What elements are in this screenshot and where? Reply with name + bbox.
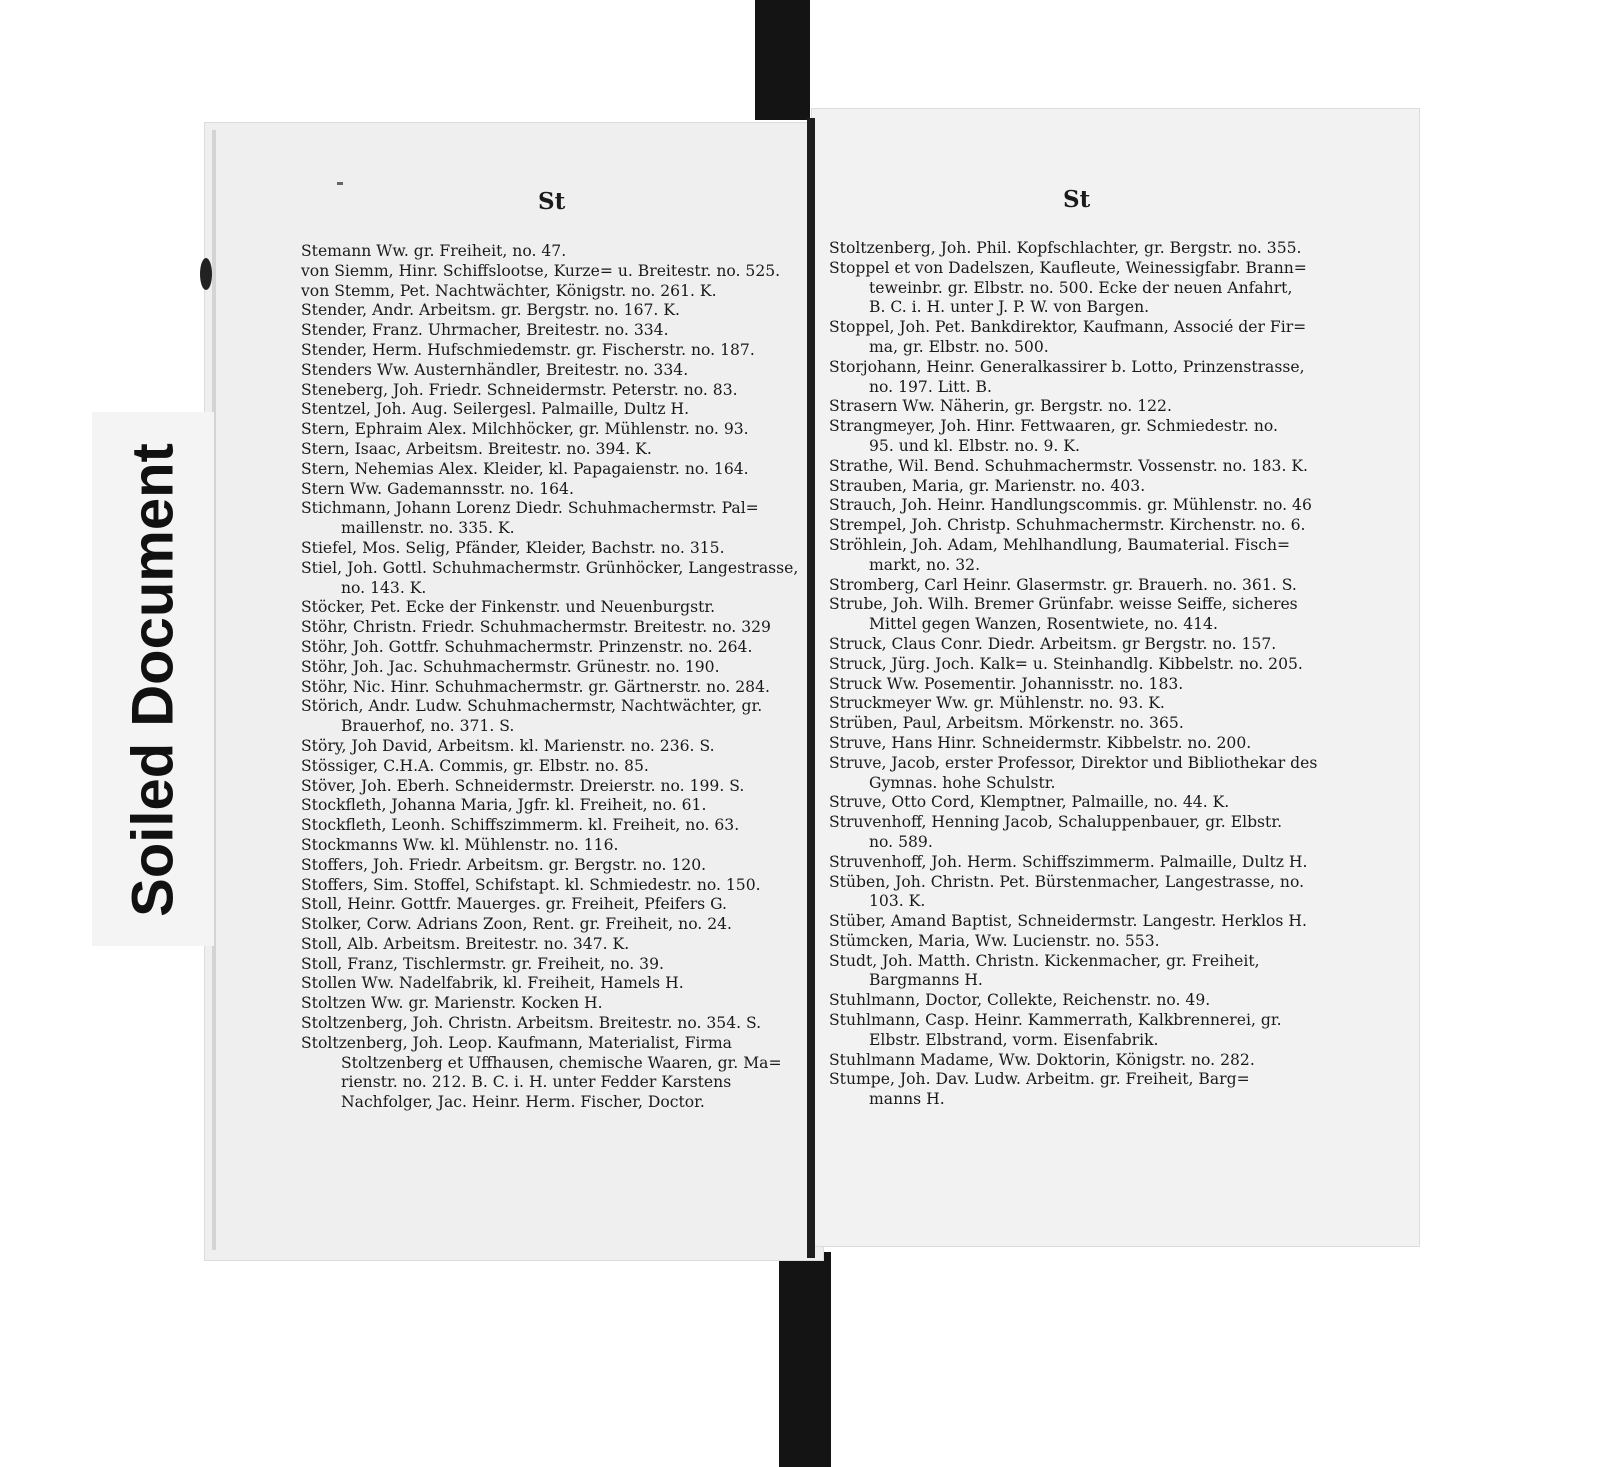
directory-entry-line: Stern, Ephraim Alex. Milchhöcker, gr. Mühlenstr. no. 93. — [301, 420, 749, 439]
directory-entry-line: markt, no. 32. — [869, 555, 981, 574]
directory-entry-line: Stichmann, Johann Lorenz Diedr. Schuhmachermstr. Pal= — [301, 499, 759, 518]
directory-entry-line: Stender, Franz. Uhrmacher, Breitestr. no. 334. — [301, 321, 669, 340]
directory-entry-line: Stockfleth, Leonh. Schiffszimmerm. kl. Freiheit, no. 63. — [301, 816, 740, 835]
directory-entry-line: Stender, Herm. Hufschmiedemstr. gr. Fischerstr. no. 187. — [301, 340, 755, 359]
directory-entry-line: Strauch, Joh. Heinr. Handlungscommis. gr. Mühlenstr. no. 46 — [829, 496, 1312, 515]
directory-entry-line: Stumpe, Joh. Dav. Ludw. Arbeitm. gr. Freiheit, Barg= — [829, 1070, 1250, 1089]
book-gutter — [807, 118, 815, 1258]
directory-entry-line: no. 197. Litt. B. — [869, 377, 992, 396]
directory-entry-line: Stöcker, Pet. Ecke der Finkenstr. und Neuenburgstr. — [301, 598, 716, 617]
directory-entry-line: Ströhlein, Joh. Adam, Mehlhandlung, Baumaterial. Fisch= — [829, 535, 1291, 554]
directory-entry-line: Strathe, Wil. Bend. Schuhmachermstr. Vossenstr. no. 183. K. — [829, 456, 1308, 475]
directory-entry-line: Steneberg, Joh. Friedr. Schneidermstr. Peterstr. no. 83. — [301, 380, 738, 399]
directory-entry-line: Stollen Ww. Nadelfabrik, kl. Freiheit, Hamels H. — [301, 974, 684, 993]
directory-entry-line: Stoltzenberg, Joh. Leop. Kaufmann, Materialist, Firma — [301, 1033, 732, 1052]
directory-entry-line: Stoltzen Ww. gr. Marienstr. Kocken H. — [301, 994, 603, 1013]
directory-entry-line: Strempel, Joh. Christp. Schuhmachermstr. Kirchenstr. no. 6. — [829, 516, 1306, 535]
directory-entry-line: Stoltzenberg, Joh. Christn. Arbeitsm. Breitestr. no. 354. S. — [301, 1014, 762, 1033]
directory-entry-line: Strasern Ww. Näherin, gr. Bergstr. no. 122. — [829, 397, 1172, 416]
directory-entry-line: 103. K. — [869, 892, 926, 911]
directory-entry-line: Stiel, Joh. Gottl. Schuhmachermstr. Grünhöcker, Langestrasse, — [301, 558, 799, 577]
directory-entry-line: Stöhr, Christn. Friedr. Schuhmachermstr. Breitestr. no. 329 — [301, 618, 771, 637]
directory-entry-line: Gymnas. hohe Schulstr. — [869, 773, 1056, 792]
directory-entry-line: Stümcken, Maria, Ww. Lucienstr. no. 553. — [829, 931, 1160, 950]
directory-entry-line: Struve, Otto Cord, Klemptner, Palmaille, no. 44. K. — [829, 793, 1230, 812]
directory-entry-line: Stromberg, Carl Heinr. Glasermstr. gr. Brauerh. no. 361. S. — [829, 575, 1297, 594]
directory-entry-line: teweinbr. gr. Elbstr. no. 500. Ecke der neuen Anfahrt, — [869, 278, 1293, 297]
directory-entry-line: Stoltzenberg et Uffhausen, chemische Waaren, gr. Ma= — [341, 1053, 782, 1072]
directory-entry-line: Stöhr, Joh. Jac. Schuhmachermstr. Grünestr. no. 190. — [301, 657, 720, 676]
directory-entry-line: Störich, Andr. Ludw. Schuhmachermstr, Nachtwächter, gr. — [301, 697, 763, 716]
directory-entry-line: Elbstr. Elbstrand, vorm. Eisenfabrik. — [869, 1030, 1159, 1049]
directory-entry-line: Stern Ww. Gademannsstr. no. 164. — [301, 479, 574, 498]
left-page-heading: St — [538, 188, 566, 215]
directory-entry-line: Studt, Joh. Matth. Christn. Kickenmacher, gr. Freiheit, — [829, 951, 1260, 970]
directory-entry-line: Stoffers, Joh. Friedr. Arbeitsm. gr. Bergstr. no. 120. — [301, 855, 707, 874]
directory-entry-line: Bargmanns H. — [869, 971, 983, 990]
directory-entry-line: Struck, Claus Conr. Diedr. Arbeitsm. gr Bergstr. no. 157. — [829, 634, 1277, 653]
directory-entry-line: Strüben, Paul, Arbeitsm. Mörkenstr. no. 365. — [829, 714, 1184, 733]
directory-entry-line: Stössiger, C.H.A. Commis, gr. Elbstr. no. 85. — [301, 756, 649, 775]
directory-entry-line: Mittel gegen Wanzen, Rosentwiete, no. 414. — [869, 615, 1218, 634]
directory-entry-line: Brauerhof, no. 371. S. — [341, 717, 515, 736]
directory-entry-line: Stoll, Heinr. Gottfr. Mauerges. gr. Freiheit, Pfeifers G. — [301, 895, 727, 914]
directory-entry-line: Stoffers, Sim. Stoffel, Schifstapt. kl. Schmiedestr. no. 150. — [301, 875, 761, 894]
binder-clip-bottom — [779, 1252, 831, 1467]
right-page-heading: St — [1063, 186, 1091, 213]
directory-entry-line: von Stemm, Pet. Nachtwächter, Königstr. no. 261. K. — [301, 281, 717, 300]
directory-entry-line: Struve, Jacob, erster Professor, Direktor und Bibliothekar des — [829, 753, 1318, 772]
directory-entry-line: Struck, Jürg. Joch. Kalk= u. Steinhandlg. Kibbelstr. no. 205. — [829, 654, 1303, 673]
directory-entry-line: Struvenhoff, Henning Jacob, Schaluppenbauer, gr. Elbstr. — [829, 813, 1283, 832]
directory-entry-line: Stoppel et von Dadelszen, Kaufleute, Weinessigfabr. Brann= — [829, 258, 1307, 277]
directory-entry-line: Struvenhoff, Joh. Herm. Schiffszimmerm. Palmaille, Dultz H. — [829, 852, 1308, 871]
directory-entry-line: Strangmeyer, Joh. Hinr. Fettwaaren, gr. Schmiedestr. no. — [829, 417, 1278, 436]
binder-clip-top — [755, 0, 810, 120]
directory-entry-line: Stoppel, Joh. Pet. Bankdirektor, Kaufmann, Associé der Fir= — [829, 318, 1307, 337]
directory-entry-line: Stemann Ww. gr. Freiheit, no. 47. — [301, 242, 567, 260]
page-tab-mark — [200, 258, 212, 290]
directory-entry-line: Stöhr, Joh. Gottfr. Schuhmachermstr. Prinzenstr. no. 264. — [301, 637, 753, 656]
directory-entry-line: Stenders Ww. Austernhändler, Breitestr. no. 334. — [301, 360, 689, 379]
directory-entry-line: Stuhlmann Madame, Ww. Doktorin, Königstr. no. 282. — [829, 1050, 1255, 1069]
directory-entry-line: Stoltzenberg, Joh. Phil. Kopfschlachter, gr. Bergstr. no. 355. — [829, 239, 1302, 257]
directory-entry-line: ma, gr. Elbstr. no. 500. — [869, 337, 1049, 356]
soiled-document-label-text: Soiled Document — [120, 443, 186, 917]
directory-entry-line: Strauben, Maria, gr. Marienstr. no. 403. — [829, 476, 1146, 495]
right-entry-list — [829, 239, 1339, 1110]
directory-entry-line: Stern, Nehemias Alex. Kleider, kl. Papagaienstr. no. 164. — [301, 459, 749, 478]
directory-entry-line: Stüber, Amand Baptist, Schneidermstr. Langestr. Herklos H. — [829, 912, 1307, 931]
directory-entry-line: Stöhr, Nic. Hinr. Schuhmachermstr. gr. Gärtnerstr. no. 284. — [301, 677, 770, 696]
directory-entry-line: no. 143. K. — [341, 578, 427, 597]
directory-entry-line: 95. und kl. Elbstr. no. 9. K. — [869, 436, 1080, 455]
directory-entry-line: Stender, Andr. Arbeitsm. gr. Bergstr. no. 167. K. — [301, 301, 680, 320]
left-entry-list — [301, 242, 801, 1113]
directory-entry-line: maillenstr. no. 335. K. — [341, 519, 515, 538]
directory-entry-line: Stern, Isaac, Arbeitsm. Breitestr. no. 394. K. — [301, 439, 652, 458]
directory-entry-line: Stentzel, Joh. Aug. Seilergesl. Palmaille, Dultz H. — [301, 400, 690, 419]
directory-entry-line: Stoll, Franz, Tischlermstr. gr. Freiheit, no. 39. — [301, 954, 664, 973]
directory-entry-line: no. 589. — [869, 832, 933, 851]
directory-entry-line: Störy, Joh David, Arbeitsm. kl. Marienstr. no. 236. S. — [301, 736, 715, 755]
directory-entry-line: Struve, Hans Hinr. Schneidermstr. Kibbelstr. no. 200. — [829, 733, 1252, 752]
directory-entry-line: Strube, Joh. Wilh. Bremer Grünfabr. weisse Seiffe, sicheres — [829, 595, 1298, 614]
page-tick-mark — [337, 182, 343, 185]
directory-entry-line: von Siemm, Hinr. Schiffslootse, Kurze= u. Breitestr. no. 525. — [301, 261, 781, 280]
directory-entry-line: Stuhlmann, Doctor, Collekte, Reichenstr. no. 49. — [829, 991, 1211, 1010]
directory-entry-line: Stoll, Alb. Arbeitsm. Breitestr. no. 347. K. — [301, 934, 630, 953]
directory-entry-line: Struckmeyer Ww. gr. Mühlenstr. no. 93. K. — [829, 694, 1165, 713]
directory-entry-line: rienstr. no. 212. B. C. i. H. unter Fedder Karstens — [341, 1073, 732, 1092]
directory-entry-line: Stuhlmann, Casp. Heinr. Kammerrath, Kalkbrennerei, gr. — [829, 1011, 1282, 1030]
directory-entry-line: Stüben, Joh. Christn. Pet. Bürstenmacher, Langestrasse, no. — [829, 872, 1305, 891]
directory-entry-line: Stockmanns Ww. kl. Mühlenstr. no. 116. — [301, 835, 619, 854]
directory-entry-line: Storjohann, Heinr. Generalkassirer b. Lotto, Prinzenstrasse, — [829, 357, 1305, 376]
directory-entry-line: Nachfolger, Jac. Heinr. Herm. Fischer, Doctor. — [341, 1093, 705, 1112]
directory-entry-line: Stockfleth, Johanna Maria, Jgfr. kl. Freiheit, no. 61. — [301, 796, 707, 815]
directory-entry-line: Stöver, Joh. Eberh. Schneidermstr. Dreierstr. no. 199. S. — [301, 776, 745, 795]
directory-entry-line: Struck Ww. Posementir. Johannisstr. no. 183. — [829, 674, 1184, 693]
directory-entry-line: manns H. — [869, 1090, 945, 1109]
directory-entry-line: B. C. i. H. unter J. P. W. von Bargen. — [869, 298, 1150, 317]
directory-entry-line: Stolker, Corw. Adrians Zoon, Rent. gr. Freiheit, no. 24. — [301, 915, 733, 934]
directory-entry-line: Stiefel, Mos. Selig, Pfänder, Kleider, Bachstr. no. 315. — [301, 538, 725, 557]
